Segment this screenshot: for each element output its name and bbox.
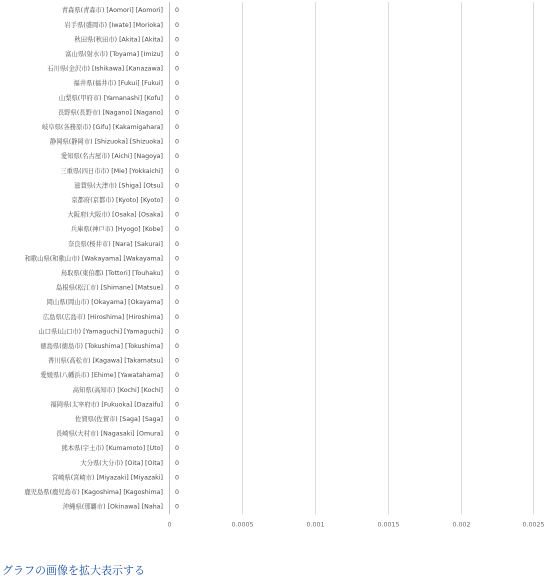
data-label: 0 — [175, 7, 180, 15]
data-label: 0 — [175, 80, 180, 88]
category-label: 奈良県(桜井市) [Nara] [Sakurai] — [67, 240, 163, 248]
data-label: 0 — [175, 240, 180, 248]
category-label: 和歌山県(和歌山市) [Wakayama] [Wakayama] — [24, 255, 163, 263]
category-label: 長崎県(大村市) [Nagasaki] [Omura] — [55, 430, 163, 438]
category-label: 愛知県(名古屋市) [Aichi] [Nagoya] — [60, 153, 163, 161]
category-label: 広島県(広島市) [Hiroshima] [Hiroshima] — [42, 313, 163, 321]
category-label: 岐阜県(各務原市) [Gifu] [Kakamigahara] — [42, 124, 163, 131]
data-label: 0 — [175, 416, 180, 423]
data-label: 0 — [175, 109, 180, 117]
x-tick-label: 0.001 — [306, 521, 325, 529]
category-label: 滋賀県(大津市) [Shiga] [Otsu] — [74, 182, 163, 190]
data-label: 0 — [175, 138, 180, 146]
data-label: 0 — [175, 94, 180, 102]
category-label: 岡山県(岡山市) [Okayama] [Okayama] — [46, 299, 163, 307]
data-label: 0 — [175, 386, 180, 394]
data-label: 0 — [175, 474, 180, 482]
enlarge-chart-link[interactable]: グラフの画像を拡大表示する — [2, 564, 145, 577]
data-label: 0 — [175, 445, 180, 453]
category-label: 京都府(京都市) [Kyoto] [Kyoto] — [71, 197, 163, 204]
data-label: 0 — [175, 489, 180, 496]
category-label: 山梨県(甲府市) [Yamanashi] [Kofu] — [58, 94, 163, 102]
category-label: 岩手県(盛岡市) [Iwate] [Morioka] — [64, 21, 163, 29]
category-label: 静岡県(静岡市) [Shizuoka] [Shizuoka] — [49, 138, 163, 146]
x-tick-label: 0.002 — [452, 521, 471, 529]
category-label: 徳島県(徳島市) [Tokushima] [Tokushima] — [40, 343, 163, 350]
data-label: 0 — [175, 21, 180, 29]
category-label: 兵庫県(神戸市) [Hyogo] [Kobe] — [70, 226, 163, 234]
data-label: 0 — [175, 182, 180, 190]
x-tick-label: 0.0015 — [377, 521, 400, 529]
category-label: 香川県(高松市) [Kagawa] [Takamatsu] — [47, 357, 163, 365]
data-label: 0 — [175, 270, 180, 277]
data-label: 0 — [175, 503, 180, 511]
data-label: 0 — [175, 357, 180, 365]
category-label: 青森県(青森市) [Aomori] [Aomori] — [61, 7, 163, 15]
category-label: 石川県(金沢市) [Ishikawa] [Kanazawa] — [47, 65, 163, 73]
category-label: 鹿児島県(鹿児島市) [Kagoshima] [Kagoshima] — [24, 489, 163, 496]
category-label: 大分県(大分市) [Oita] [Oita] — [80, 459, 163, 467]
category-label: 富山県(射水市) [Toyama] [Imizu] — [65, 51, 163, 58]
category-label: 長野県(長野市) [Nagano] [Nagano] — [57, 109, 163, 117]
data-label: 0 — [175, 299, 180, 307]
category-label: 鳥取県(東伯郡) [Tottori] [Touhaku] — [60, 270, 163, 277]
category-label: 福岡県(太宰府市) [Fukuoka] [Dazaifu] — [50, 401, 163, 409]
category-label: 山口県(山口市) [Yamaguchi] [Yamaguchi] — [38, 328, 163, 336]
category-label: 愛媛県(八幡浜市) [Ehime] [Yawatahama] — [40, 372, 163, 380]
category-label: 秋田県(秋田市) [Akita] [Akita] — [74, 36, 163, 44]
data-label: 0 — [175, 36, 180, 44]
data-label: 0 — [175, 430, 180, 438]
category-label: 佐賀県(佐賀市) [Saga] [Saga] — [75, 416, 163, 423]
data-label: 0 — [175, 401, 180, 409]
x-tick-label: 0.0005 — [231, 521, 254, 529]
data-label: 0 — [175, 65, 180, 73]
category-label: 宮崎県(宮崎市) [Miyazaki] [Miyazaki] — [51, 474, 163, 482]
category-label: 高知県(高知市) [Kochi] [Kochi] — [72, 386, 163, 394]
x-tick-label: 0.0025 — [522, 521, 545, 529]
category-label: 島根県(松江市) [Shimane] [Matsue] — [55, 284, 163, 292]
category-label: 大阪府(大阪市) [Osaka] [Osaka] — [67, 211, 163, 219]
category-label: 三重県(四日市市) [Mie] [Yokkaichi] — [60, 167, 163, 175]
data-label: 0 — [175, 167, 180, 175]
category-label: 沖縄県(那覇市) [Okinawa] [Naha] — [62, 503, 163, 511]
data-label: 0 — [175, 343, 180, 350]
data-label: 0 — [175, 313, 180, 321]
category-label: 福井県(福井市) [Fukui] [Fukui] — [73, 80, 163, 88]
data-label: 0 — [175, 226, 180, 234]
data-label: 0 — [175, 284, 180, 292]
data-label: 0 — [175, 255, 180, 263]
data-label: 0 — [175, 211, 180, 219]
data-label: 0 — [175, 197, 180, 204]
data-label: 0 — [175, 372, 180, 380]
data-label: 0 — [175, 124, 180, 131]
data-label: 0 — [175, 153, 180, 161]
x-tick-label: 0 — [167, 521, 172, 529]
data-label: 0 — [175, 328, 180, 336]
data-label: 0 — [175, 51, 180, 58]
data-label: 0 — [175, 459, 180, 467]
category-label: 熊本県(宇土市) [Kumamoto] [Uto] — [61, 445, 163, 453]
